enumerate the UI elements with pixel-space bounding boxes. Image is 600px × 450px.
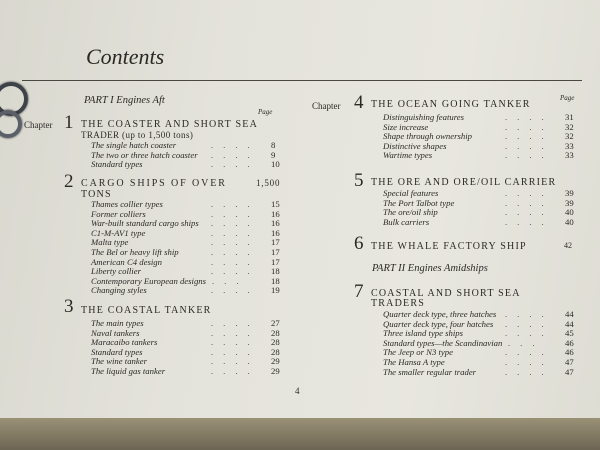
toc-entry-label: Quarter deck type, four hatches (383, 318, 494, 329)
leader-dots: .... (505, 356, 554, 367)
toc-entry (91, 285, 286, 295)
toc-entry (91, 337, 286, 347)
toc-entry-label: Wartime types (383, 150, 433, 161)
toc-entry-label: Distinguishing features (383, 112, 465, 122)
toc-entry-page: 39 (565, 197, 574, 208)
toc-entry-page: 10 (271, 159, 280, 170)
leader-dots: .... (211, 356, 260, 367)
toc-entry (91, 276, 286, 286)
chapter-6-number: 6 (354, 233, 364, 254)
leader-dots: .... (211, 218, 260, 229)
toc-entry-page: 29 (271, 365, 280, 376)
leader-dots: .... (505, 131, 554, 142)
toc-entry (383, 347, 578, 357)
toc-entry-page: 28 (271, 327, 280, 338)
toc-entry-label: C1-M-AV1 type (91, 227, 146, 238)
toc-entry (91, 257, 286, 267)
toc-entry-page: 46 (565, 337, 574, 348)
part-2-heading: PART II Engines Amidships (372, 263, 488, 274)
chapter-5-entries (383, 188, 578, 226)
toc-entry-label: The liquid gas tanker (91, 365, 166, 376)
toc-entry (91, 347, 286, 357)
toc-entry-label: The two or three hatch coaster (91, 149, 198, 160)
toc-entry-page: 8 (271, 140, 276, 150)
toc-entry-label: The ore/oil ship (383, 207, 438, 218)
toc-entry (383, 319, 578, 329)
leader-dots: .... (505, 188, 554, 198)
chapter-2-heading: CARGO SHIPS OF OVER (81, 178, 227, 189)
chapter-2-entries (91, 199, 286, 295)
toc-entry-page: 32 (565, 131, 574, 142)
toc-entry (383, 112, 578, 122)
leader-dots: .... (211, 318, 260, 328)
toc-entry-page: 16 (271, 227, 280, 238)
toc-entry-page: 40 (565, 207, 574, 218)
toc-entry (383, 150, 578, 160)
toc-entry-page: 39 (565, 188, 574, 198)
toc-entry (91, 247, 286, 257)
toc-entry-page: 44 (565, 318, 574, 329)
toc-entry-page: 16 (271, 218, 280, 229)
toc-entry-label: Standard types (91, 159, 143, 170)
chapter-5-heading: THE ORE AND ORE/OIL CARRIER (371, 177, 557, 188)
toc-entry-page: 18 (271, 275, 280, 286)
toc-entry (383, 141, 578, 151)
toc-entry-label: The Hansa A type (383, 356, 445, 367)
toc-entry-page: 29 (271, 356, 280, 367)
toc-entry (91, 140, 286, 150)
toc-entry-page: 40 (565, 216, 574, 227)
leader-dots: .... (505, 140, 554, 151)
leader-dots: .... (211, 256, 260, 267)
binder-ring-icon (0, 110, 22, 138)
toc-entry-label: War-built standard cargo ships (91, 218, 199, 229)
page-title: Contents (86, 44, 165, 69)
toc-entry-page: 33 (565, 150, 574, 161)
toc-entry-label: American C4 design (91, 256, 162, 267)
chapter-7-heading: COASTAL AND SHORT SEA (371, 288, 521, 299)
toc-entry-label: Bulk carriers (383, 216, 430, 227)
title-rule (22, 80, 582, 81)
toc-entry-label: Thames collier types (91, 199, 163, 209)
leader-dots: .... (211, 327, 260, 338)
toc-entry (91, 366, 286, 376)
leader-dots: .... (211, 337, 260, 348)
toc-entry (383, 122, 578, 132)
chapter-4-heading: THE OCEAN GOING TANKER (371, 99, 531, 110)
leader-dots: .... (211, 237, 260, 248)
toc-entry-page: 32 (565, 121, 574, 132)
chapter-7-number: 7 (354, 281, 364, 302)
toc-entry-label: Size increase (383, 121, 429, 132)
chapter-5-number: 5 (354, 170, 364, 191)
toc-entry (91, 266, 286, 276)
chapter-4-number: 4 (354, 92, 364, 113)
toc-entry (383, 338, 578, 348)
toc-entry-label: Naval tankers (91, 327, 140, 338)
toc-entry-label: Contemporary European designs (91, 275, 207, 286)
chapter-1-subheading: TRADER (up to 1,500 tons) (81, 130, 194, 140)
toc-entry (383, 198, 578, 208)
chapter-label: Chapter (24, 120, 53, 130)
toc-entry-label: Standard types (91, 346, 143, 357)
leader-dots: .... (211, 208, 260, 219)
leader-dots: .... (505, 347, 554, 358)
toc-entry (91, 199, 286, 209)
chapter-6-heading: THE WHALE FACTORY SHIP (371, 241, 527, 252)
chapter-7-entries (383, 309, 578, 376)
toc-entry-label: Special features (383, 188, 439, 198)
chapter-6-heading-page: 42 (564, 241, 572, 250)
toc-entry-label: Shape through ownership (383, 131, 472, 142)
leader-dots: .... (211, 227, 260, 238)
toc-entry-label: Standard types—the Scandinavian (383, 337, 503, 348)
toc-entry-page: 45 (565, 328, 574, 339)
toc-entry (91, 228, 286, 238)
toc-entry-label: The smaller regular trader (383, 366, 477, 377)
leader-dots: .... (505, 112, 554, 122)
leader-dots: .... (505, 328, 554, 339)
toc-entry-label: Three island type ships (383, 328, 464, 339)
chapter-3-number: 3 (64, 296, 74, 317)
toc-entry-page: 33 (565, 140, 574, 151)
leader-dots: .... (505, 197, 554, 208)
toc-entry (383, 131, 578, 141)
leader-dots: .... (505, 318, 554, 329)
leader-dots: .... (505, 309, 554, 319)
chapter-2-heading-page: 1,500 (256, 178, 281, 188)
toc-entry (383, 188, 578, 198)
toc-entry-page: 15 (271, 199, 280, 209)
chapter-2-subheading: TONS (81, 189, 112, 200)
toc-entry-label: The single hatch coaster (91, 140, 177, 150)
chapter-label: Chapter (312, 101, 341, 111)
toc-entry (383, 207, 578, 217)
toc-entry-page: 17 (271, 256, 280, 267)
toc-entry-label: Maracaibo tankers (91, 337, 158, 348)
toc-entry-page: 18 (271, 266, 280, 277)
leader-dots: .... (505, 366, 554, 377)
toc-entry-label: Liberty collier (91, 266, 141, 277)
toc-entry-page: 17 (271, 237, 280, 248)
leader-dots: .... (211, 140, 260, 150)
chapter-4-entries (383, 112, 578, 160)
leader-dots: .... (211, 285, 260, 296)
leader-dots: .... (211, 199, 260, 209)
toc-entry-page: 47 (565, 366, 574, 377)
toc-entry (91, 218, 286, 228)
leader-dots: ... (508, 337, 545, 348)
toc-entry-label: The Port Talbot type (383, 197, 455, 208)
toc-entry-label: Malta type (91, 237, 129, 248)
leader-dots: .... (211, 346, 260, 357)
toc-entry-label: Distinctive shapes (383, 140, 447, 151)
toc-entry (383, 217, 578, 227)
chapter-1-entries (91, 140, 286, 169)
leader-dots: .... (505, 207, 554, 218)
page-column-label: Page (258, 108, 273, 116)
chapter-3-heading: THE COASTAL TANKER (81, 305, 212, 316)
toc-entry (91, 150, 286, 160)
toc-entry-page: 31 (565, 112, 574, 122)
page-number: 4 (295, 386, 300, 396)
leader-dots: .... (211, 266, 260, 277)
leader-dots: .... (211, 149, 260, 160)
toc-entry (91, 209, 286, 219)
chapter-3-entries (91, 318, 286, 376)
toc-entry-page: 9 (271, 149, 276, 160)
chapter-1-number: 1 (64, 112, 74, 133)
toc-entry-page: 19 (271, 285, 280, 296)
toc-entry-page: 44 (565, 309, 574, 319)
chapter-2-number: 2 (64, 171, 74, 192)
leader-dots: .... (211, 246, 260, 257)
toc-entry (91, 356, 286, 366)
chapter-1-heading: THE COASTER AND SHORT SEA (81, 119, 259, 130)
toc-entry-label: The main types (91, 318, 144, 328)
toc-entry-page: 46 (565, 347, 574, 358)
toc-entry (91, 318, 286, 328)
toc-entry-label: Changing styles (91, 285, 147, 296)
toc-entry-label: Quarter deck type, three hatches (383, 309, 497, 319)
toc-entry (383, 357, 578, 367)
toc-entry-page: 17 (271, 246, 280, 257)
leader-dots: ... (212, 275, 249, 286)
toc-entry (91, 237, 286, 247)
page-column-label: Page (560, 94, 575, 102)
toc-entry (91, 159, 286, 169)
leader-dots: .... (505, 216, 554, 227)
toc-entry (383, 309, 578, 319)
toc-entry (91, 328, 286, 338)
toc-entry-label: The Jeep or N3 type (383, 347, 453, 358)
toc-entry-page: 27 (271, 318, 280, 328)
toc-entry (383, 328, 578, 338)
leader-dots: .... (211, 159, 260, 170)
toc-entry-label: Former colliers (91, 208, 146, 219)
chapter-7-subheading: TRADERS (371, 298, 425, 309)
toc-entry-page: 28 (271, 337, 280, 348)
leader-dots: .... (211, 365, 260, 376)
toc-entry-label: The wine tanker (91, 356, 147, 367)
toc-entry-page: 47 (565, 356, 574, 367)
toc-entry-page: 28 (271, 346, 280, 357)
toc-entry (383, 367, 578, 377)
part-1-heading: PART I Engines Aft (84, 95, 165, 106)
leader-dots: .... (505, 150, 554, 161)
toc-entry-label: The Bel or heavy lift ship (91, 246, 179, 257)
toc-entry-page: 16 (271, 208, 280, 219)
binder-rings (0, 70, 24, 160)
desk-surface (0, 418, 600, 450)
leader-dots: .... (505, 121, 554, 132)
